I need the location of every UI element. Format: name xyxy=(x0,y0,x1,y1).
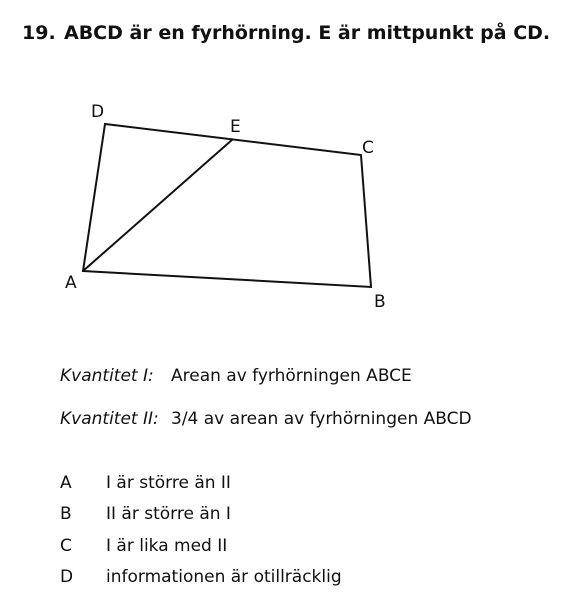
option-letter: C xyxy=(60,535,72,556)
question-text: ABCD är en fyrhörning. E är mittpunkt på CD. xyxy=(64,22,551,44)
segment-ae xyxy=(83,139,233,271)
quantity-2-text: 3/4 av arean av fyrhörningen ABCD xyxy=(171,409,472,429)
quadrilateral-abcd xyxy=(83,124,371,287)
vertex-label-b: B xyxy=(374,292,386,312)
quantity-1-label: Kvantitet I: xyxy=(60,366,154,386)
vertex-label-c: C xyxy=(362,138,374,158)
vertex-label-e: E xyxy=(230,117,241,137)
option-letter: D xyxy=(60,566,74,587)
answer-options xyxy=(60,473,342,598)
answer-option-b[interactable] xyxy=(60,504,342,535)
quantity-1 xyxy=(60,366,412,386)
option-text: II är större än I xyxy=(106,504,231,525)
vertex-label-d: D xyxy=(91,102,105,122)
answer-option-c[interactable] xyxy=(60,536,342,567)
vertex-label-a: A xyxy=(65,273,77,293)
option-text: I är lika med II xyxy=(106,535,228,556)
option-text: informationen är otillräcklig xyxy=(106,566,342,587)
option-text: I är större än II xyxy=(106,473,231,493)
quantity-2-label: Kvantitet II: xyxy=(60,409,159,429)
quantity-2 xyxy=(60,409,472,429)
option-letter: A xyxy=(60,473,72,493)
answer-option-d[interactable] xyxy=(60,567,342,598)
quantity-1-text: Arean av fyrhörningen ABCE xyxy=(171,366,412,386)
question-number: 19. xyxy=(22,22,56,44)
option-letter: B xyxy=(60,504,72,525)
answer-option-a[interactable] xyxy=(60,473,342,504)
